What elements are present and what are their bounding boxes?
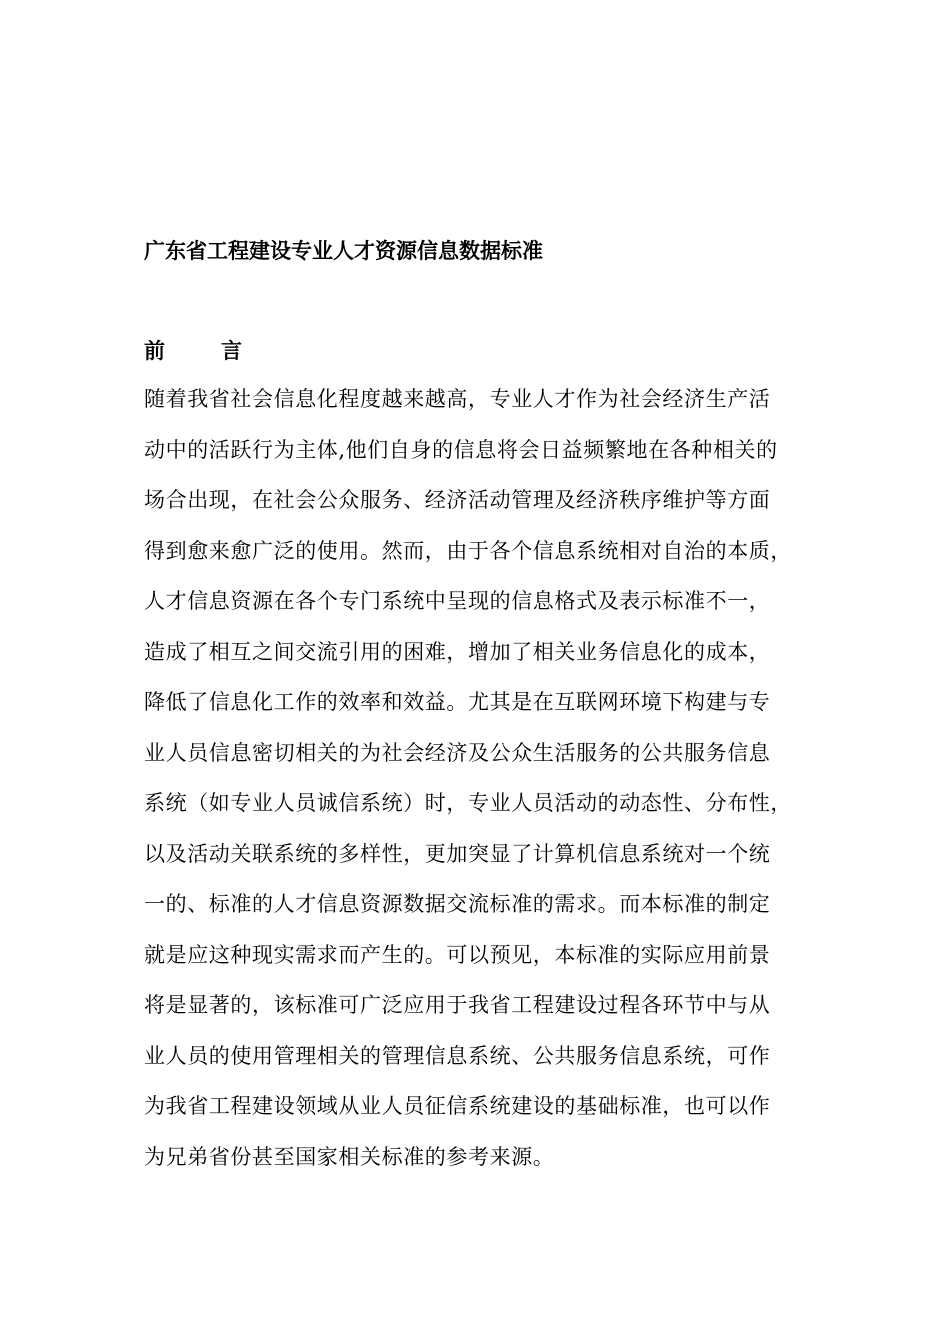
body-line: 人才信息资源在各个专门系统中呈现的信息格式及表示标准不一，	[144, 589, 771, 613]
body-line: 一的、标准的人才信息资源数据交流标准的需求。而本标准的制定	[144, 892, 771, 916]
body-line: 系统（如专业人员诚信系统）时，专业人员活动的动态性、分布性，	[144, 791, 792, 815]
body-line: 业人员的使用管理相关的管理信息系统、公共服务信息系统，可作	[144, 1043, 771, 1068]
document-title: 广东省工程建设专业人才资源信息数据标准	[144, 238, 543, 263]
section-heading-preface: 前言	[144, 338, 298, 363]
body-line: 为我省工程建设领域从业人员征信系统建设的基础标准，也可以作	[144, 1094, 771, 1118]
body-line: 以及活动关联系统的多样性，更加突显了计算机信息系统对一个统	[144, 841, 771, 866]
body-line: 就是应这种现实需求而产生的。可以预见，本标准的实际应用前景	[144, 942, 771, 967]
body-line: 动中的活跃行为主体,他们自身的信息将会日益频繁地在各种相关的	[144, 437, 778, 462]
body-line: 造成了相互之间交流引用的困难，增加了相关业务信息化的成本，	[144, 639, 771, 664]
body-line: 场合出现，在社会公众服务、经济活动管理及经济秩序维护等方面	[144, 488, 771, 512]
body-line: 降低了信息化工作的效率和效益。尤其是在互联网环境下构建与专	[144, 690, 771, 714]
body-line: 随着我省社会信息化程度越来越高，专业人才作为社会经济生产活	[144, 387, 771, 411]
body-line: 将是显著的，该标准可广泛应用于我省工程建设过程各环节中与从	[144, 993, 771, 1017]
body-line: 为兄弟省份甚至国家相关标准的参考来源。	[144, 1144, 555, 1169]
body-line: 业人员信息密切相关的为社会经济及公众生活服务的公共服务信息	[144, 740, 771, 765]
body-line: 得到愈来愈广泛的使用。然而，由于各个信息系统相对自治的本质，	[144, 538, 792, 563]
body-paragraph	[144, 384, 834, 1192]
